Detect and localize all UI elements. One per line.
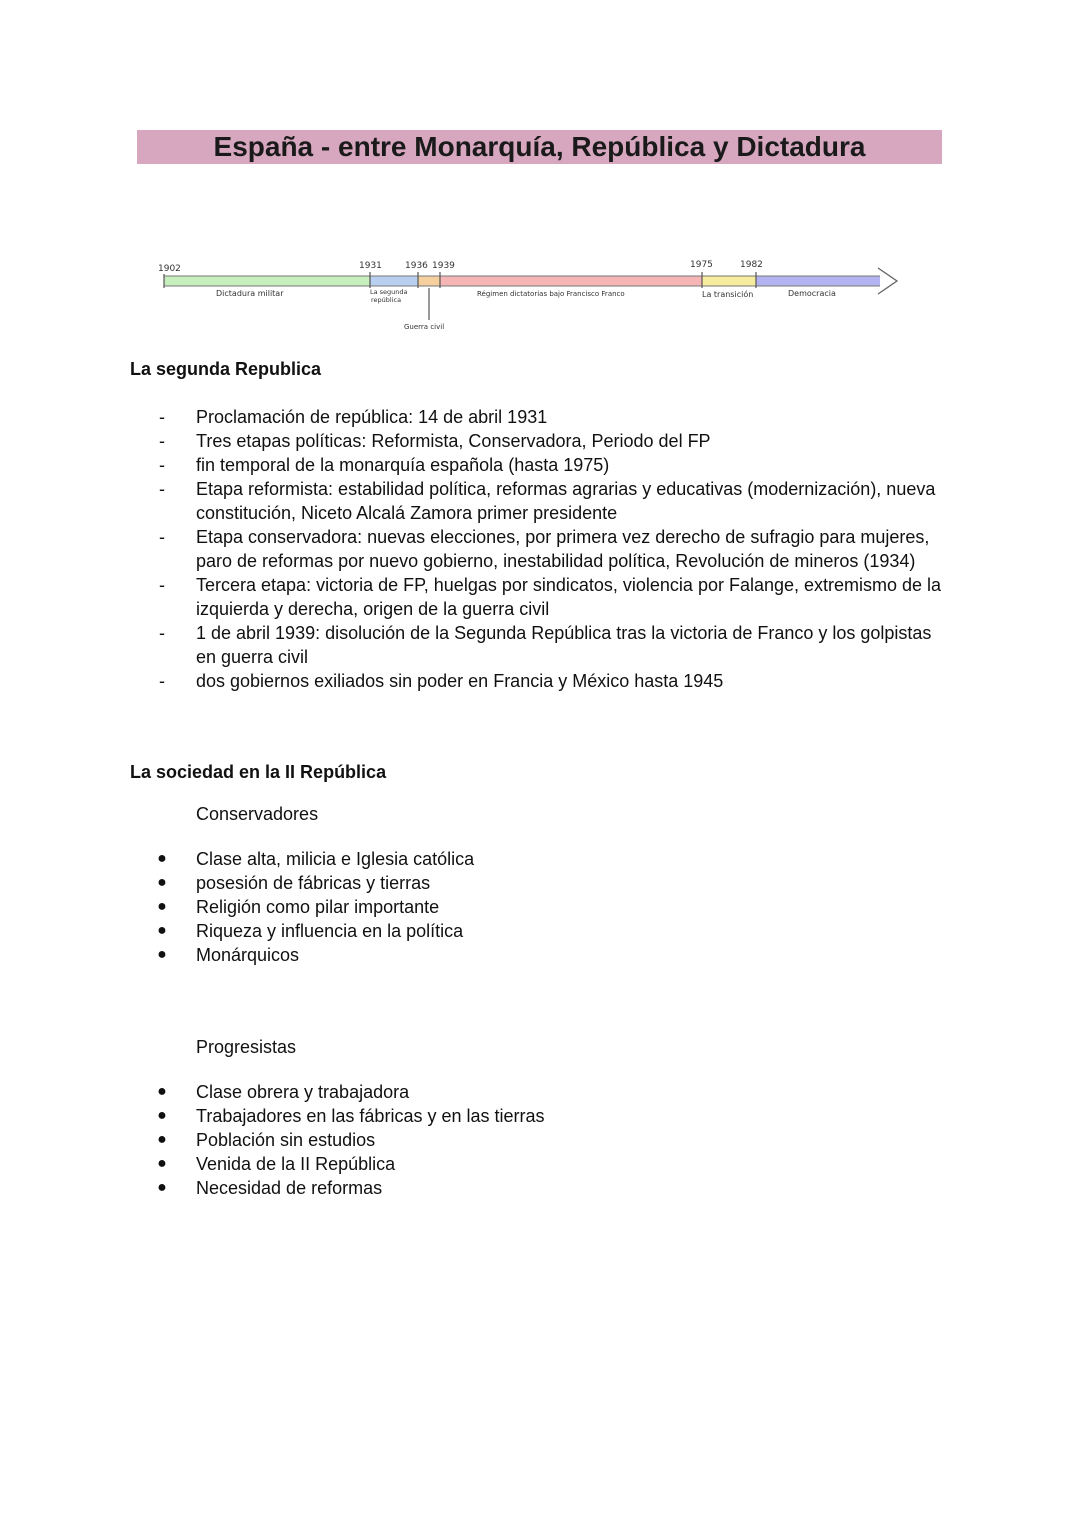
list-item: - fin temporal de la monarquía española (hasta 1975) — [130, 453, 960, 477]
dash-marker: - — [159, 407, 165, 427]
dash-marker: - — [159, 479, 165, 499]
list-item: ● Religión como pilar importante — [130, 895, 960, 919]
list-item: ● Necesidad de reformas — [130, 1176, 960, 1200]
period-label: Democracia — [788, 289, 836, 298]
period-label: república — [371, 296, 402, 304]
list-item: ● Venida de la II República — [130, 1152, 960, 1176]
title-band — [137, 130, 942, 164]
period-band-segunda — [370, 276, 418, 286]
list-item: - Etapa reformista: estabilidad política, reformas agrarias y educativas (modernización), nueva constitución, Niceto Alcalá Zamora primer presidente — [130, 477, 960, 525]
year-label: 1975 — [690, 260, 713, 270]
list-item: ● Población sin estudios — [130, 1128, 960, 1152]
period-band-franco — [440, 276, 702, 286]
list-item: - dos gobiernos exiliados sin poder en Francia y México hasta 1945 — [130, 669, 960, 693]
list-item: - Proclamación de república: 14 de abril 1931 — [130, 405, 960, 429]
list-item: - 1 de abril 1939: disolución de la Segunda República tras la victoria de Franco y los golpistas en guerra civil — [130, 621, 960, 669]
period-label: La segunda — [370, 288, 408, 296]
period-band-democracia — [756, 276, 880, 286]
bullet-marker: ● — [157, 874, 167, 891]
dash-marker: - — [159, 623, 165, 643]
bullet-marker: ● — [157, 1131, 167, 1148]
period-band-transicion — [702, 276, 756, 286]
bullet-marker: ● — [157, 922, 167, 939]
section-heading-segunda-republica: La segunda Republica — [130, 359, 322, 379]
list-item: ● Trabajadores en las fábricas y en las tierras — [130, 1104, 960, 1128]
dash-marker: - — [159, 527, 165, 547]
timeline-arrow — [878, 268, 897, 294]
bullet-marker: ● — [157, 1179, 167, 1196]
period-label: Régimen dictatorias bajo Francisco Franco — [477, 290, 625, 298]
dash-marker: - — [159, 431, 165, 451]
bullet-marker: ● — [157, 946, 167, 963]
page-title: España - entre Monarquía, República y Dictadura — [213, 131, 866, 162]
list-item: - Tres etapas políticas: Reformista, Conservadora, Periodo del FP — [130, 429, 960, 453]
year-label: 1931 — [359, 261, 382, 271]
list-item: - Etapa conservadora: nuevas elecciones, por primera vez derecho de sufragio para mujeres, paro de reformas por nuevo gobierno, inestabilidad política, Revolución de mineros (1934) — [130, 525, 960, 573]
bullet-marker: ● — [157, 1107, 167, 1124]
period-band-dictadura — [164, 276, 370, 286]
dash-marker: - — [159, 575, 165, 595]
bullet-marker: ● — [157, 1083, 167, 1100]
list-item: ● Riqueza y influencia en la política — [130, 919, 960, 943]
segunda-republica-list — [130, 405, 960, 693]
year-label: 1902 — [158, 264, 181, 274]
year-label: 1936 — [405, 261, 428, 271]
period-label: Guerra civil — [404, 323, 445, 331]
year-label: 1939 — [432, 261, 455, 271]
list-item: ● Clase alta, milicia e Iglesia católica — [130, 847, 960, 871]
period-label: Dictadura militar — [216, 289, 284, 298]
list-item: ● posesión de fábricas y tierras — [130, 871, 960, 895]
bullet-marker: ● — [157, 850, 167, 867]
bullet-marker: ● — [157, 898, 167, 915]
sub-heading-conservadores: Conservadores — [196, 804, 319, 824]
list-item: ● Clase obrera y trabajadora — [130, 1080, 960, 1104]
list-item: ● Monárquicos — [130, 943, 960, 967]
year-label: 1982 — [740, 260, 763, 270]
timeline — [150, 252, 910, 342]
list-item: - Tercera etapa: victoria de FP, huelgas por sindicatos, violencia por Falange, extremismo de la izquierda y derecha, origen de la guerra civil — [130, 573, 960, 621]
sub-heading-progresistas: Progresistas — [196, 1037, 297, 1057]
section-heading-sociedad: La sociedad en la II República — [130, 762, 387, 782]
period-band-guerra — [418, 276, 440, 286]
period-label: La transición — [702, 290, 754, 299]
progresistas-list — [130, 1080, 960, 1200]
conservadores-list — [130, 847, 960, 967]
dash-marker: - — [159, 455, 165, 475]
bullet-marker: ● — [157, 1155, 167, 1172]
dash-marker: - — [159, 671, 165, 691]
